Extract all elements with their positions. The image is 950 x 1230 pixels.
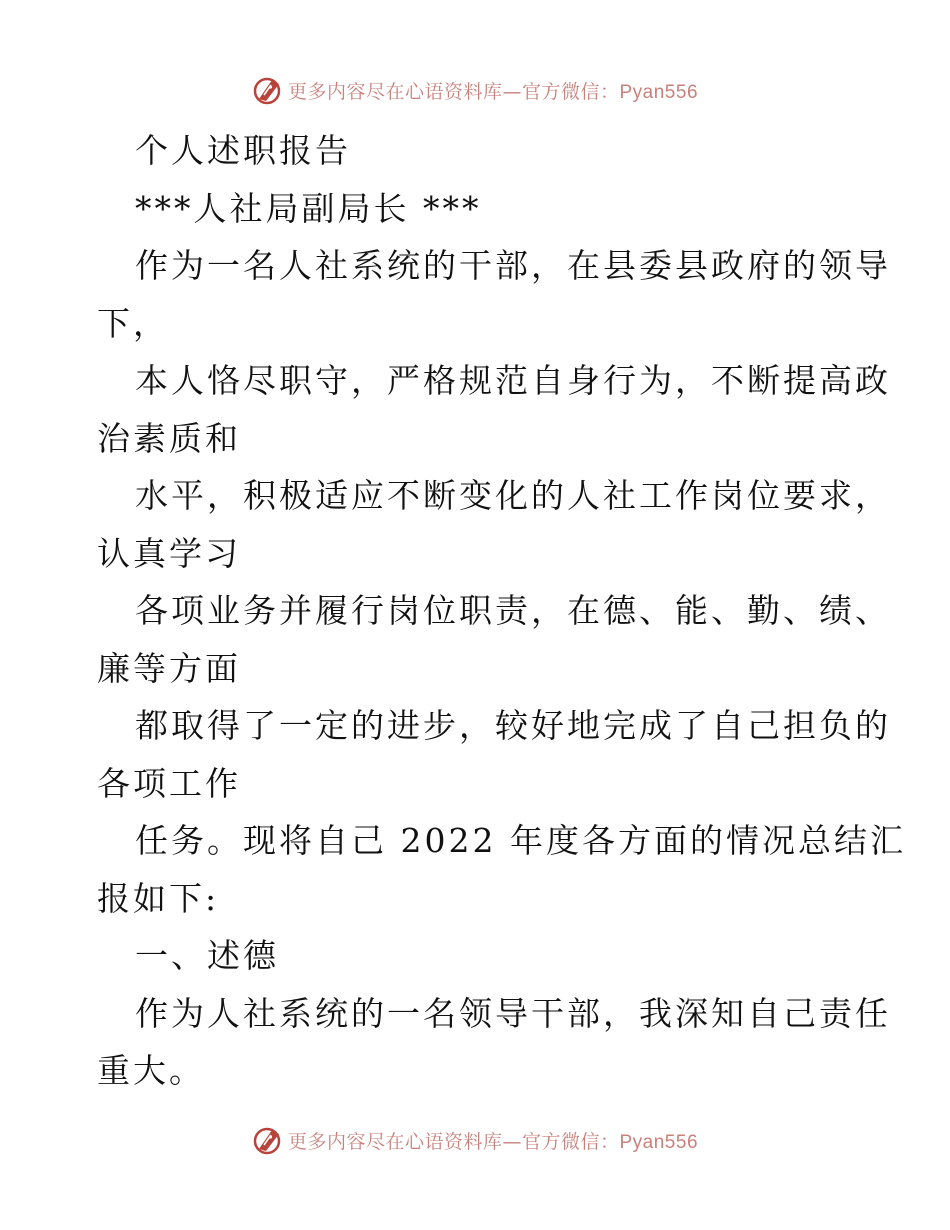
document-body: [97, 122, 906, 1100]
paragraph-line: 报如下:: [97, 878, 220, 918]
paragraph-line: 任务。现将自己 2022 年度各方面的情况总结汇: [135, 821, 906, 860]
watermark-text: 更多内容尽在心语资料库—官方微信：Pyan556: [287, 1130, 699, 1153]
header-watermark-banner: [0, 70, 950, 110]
document-title: 个人述职报告: [135, 131, 351, 170]
paragraph-line: 下，: [97, 303, 169, 343]
pen-nib-logo-icon: [252, 1124, 284, 1156]
paragraph-line: 作为一名人社系统的干部，在县委县政府的领导: [135, 246, 891, 285]
paragraph-line: 作为人社系统的一名领导干部，我深知自己责任: [135, 993, 891, 1033]
section-heading: 一、述德: [135, 936, 279, 975]
document-author: ***人社局副局长 ***: [135, 188, 482, 228]
pen-nib-logo-icon: [252, 74, 284, 106]
paragraph-line: 廉等方面: [97, 648, 241, 688]
paragraph-line: 各项工作: [97, 763, 241, 803]
paragraph-line: 各项业务并履行岗位职责，在德、能、勤、绩、: [135, 591, 891, 630]
paragraph-line: 本人恪尽职守，严格规范自身行为，不断提高政: [135, 361, 891, 400]
paragraph-line: 水平，积极适应不断变化的人社工作岗位要求，: [135, 476, 891, 515]
watermark-text: 更多内容尽在心语资料库—官方微信：Pyan556: [287, 80, 699, 103]
footer-watermark-banner: [0, 1120, 950, 1160]
paragraph-line: 治素质和: [97, 418, 241, 458]
paragraph-line: 认真学习: [97, 533, 241, 573]
paragraph-line: 都取得了一定的进步，较好地完成了自己担负的: [135, 706, 891, 745]
paragraph-line: 重大。: [97, 1051, 205, 1090]
